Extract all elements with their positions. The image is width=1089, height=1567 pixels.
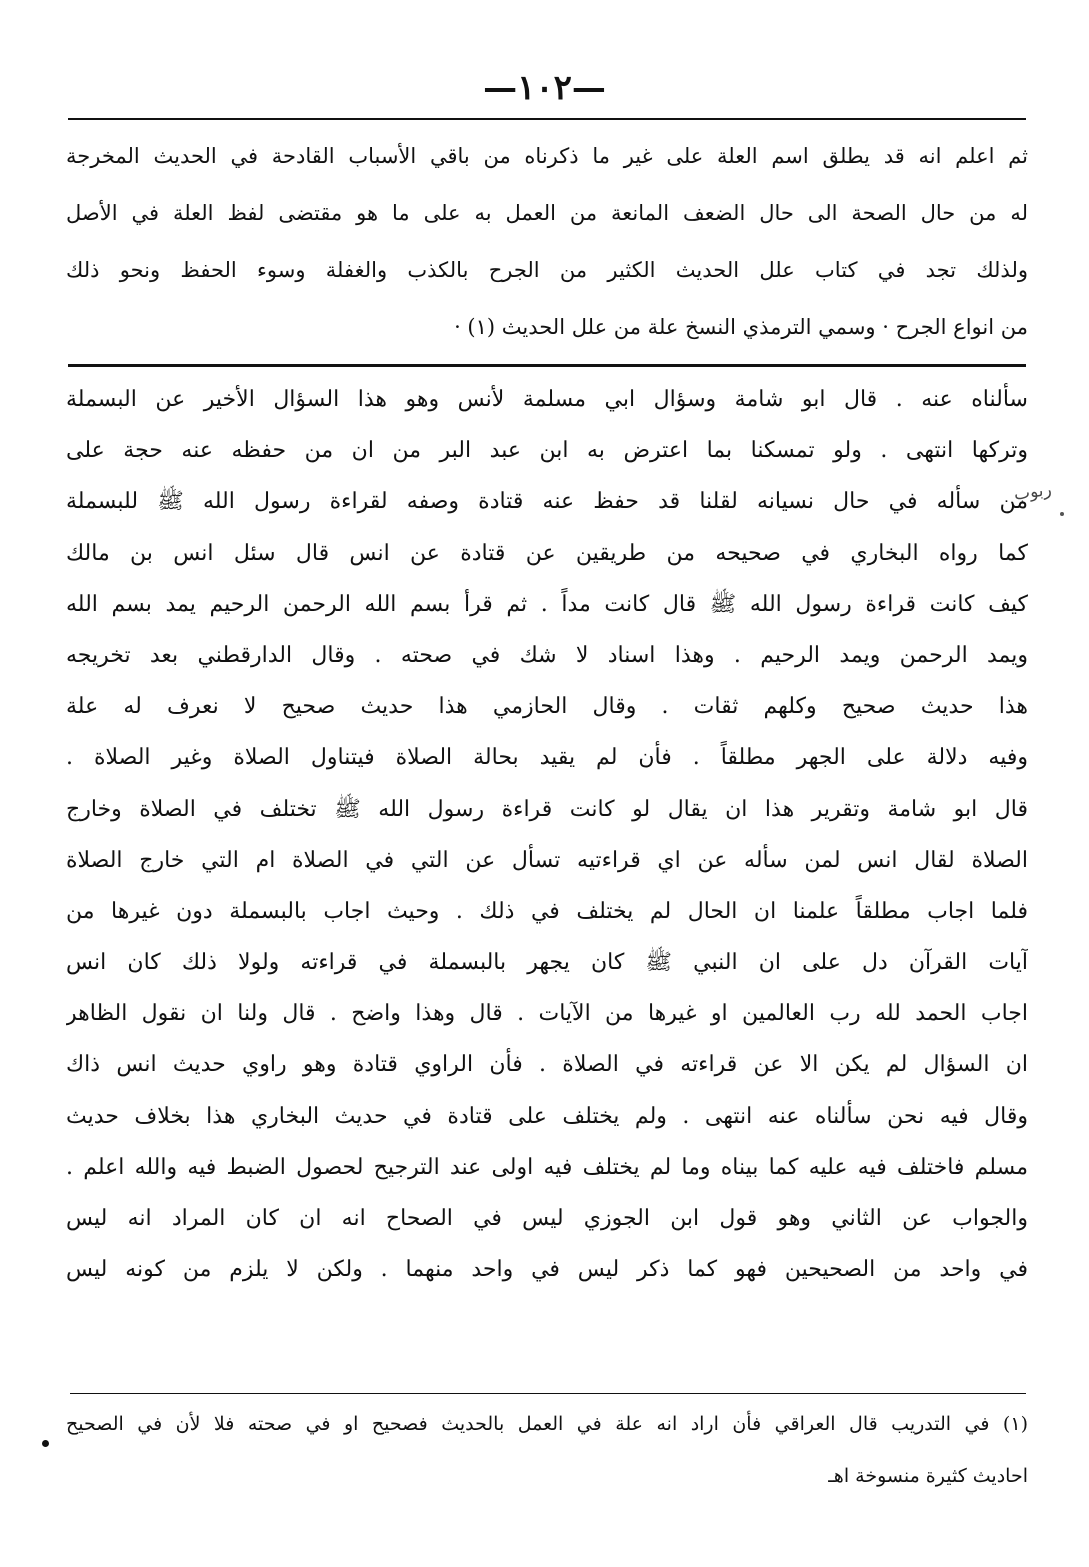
text-line: ان السؤال لم يكن الا عن قراءته في الصلاة . فأن الراوي قتادة وهو راوي حديث انس ذاك [66,1052,1028,1078]
footnote-line: (١) في التدريب قال العراقي فأن اراد انه علة في العمل بالحديث فصحيح او في صحته فلا لأن في الصحيح [66,1413,1028,1435]
section-divider [68,364,1026,367]
text-line: ويمد الرحمن ويمد الرحيم . وهذا اسناد لا شك في صحته . وقال الدارقطني بعد تخريجه [66,642,1028,668]
text-line: اجاب الحمد لله رب العالمين او غيرها من الآيات . قال وهذا واضح . قال ولنا ان نقول الظاهر [66,1001,1028,1027]
text-line: الصلاة لقال انس لمن سأله عن اي قراءتيه تسأل عن التي في الصلاة ام التي خارج الصلاة [66,847,1028,873]
text-line: والجواب عن الثاني وهو قول ابن الجوزي ليس في الصحاح انه ان كان المراد انه ليس [66,1206,1028,1231]
text-line: كيف كانت قراءة رسول الله ﷺ قال كانت مداً . ثم قرأ بسم الله الرحمن الرحيم يمد بسم الله [66,591,1028,617]
main-text [66,374,1028,1295]
ink-dot [1060,512,1064,516]
page-number: —١٠٢— [483,68,606,108]
margin-handwritten-note: ربوب [1012,479,1053,505]
text-line: هذا حديث صحيح وكلهم ثقات . وقال الحازمي هذا حديث صحيح لا نعرف له علة [66,694,1028,720]
text-line: وتركها انتهى . ولو تمسكنا بما اعترض به ابن عبد البر من ان من حفظه عنه حجة على [66,438,1028,464]
footnotes [66,1398,1028,1502]
ink-dot [42,1440,49,1447]
text-line: من انواع الجرح · وسمي الترمذي النسخ علة من علل الحديث (١) · [454,315,1028,339]
text-line: وقال فيه نحن سألناه عنه انتهى . ولم يختلف على قتادة في حديث البخاري هذا بخلاف حديث [66,1103,1028,1129]
text-line: قال ابو شامة وتقرير هذا ان يقال لو كانت قراءة رسول الله ﷺ تختلف في الصلاة وخارج [66,796,1028,822]
footnote-rule [70,1393,1026,1394]
text-line: فلما اجاب مطلقاً علمنا ان الحال لم يختلف في ذلك . وحيث اجاب بالبسملة دون غيرها من [66,898,1028,924]
text-line: ثم اعلم انه قد يطلق اسم العلة على غير ما ذكرناه من باقي الأسباب القادحة في الحديث المخرجة [66,144,1028,168]
intro-paragraph [66,128,1028,356]
footnote-line: احاديث كثيرة منسوخة اهـ [828,1465,1028,1487]
text-line: سألناه عنه . قال ابو شامة وسؤال ابي مسلمة لأنس وهو هذا السؤال الأخير عن البسملة [66,387,1028,412]
text-line: له من حال الصحة الى حال الضعف المانعة من العمل به على ما هو مقتضى لفظ العلة في الأصل [66,201,1028,225]
text-line: من سأله في حال نسيانه لقلنا قد حفظ عنه قتادة وصفه لقراءة رسول الله ﷺ للبسملة [66,489,1028,515]
header-rule [68,118,1026,120]
text-line: آيات القرآن دل على ان النبي ﷺ كان يجهر بالبسملة في قراءته ولولا ذلك كان انس [66,950,1028,976]
text-line: كما رواه البخاري في صحيحه من طريقين عن قتادة عن انس قال سئل انس بن مالك [66,540,1028,566]
text-line: في واحد من الصحيحين فهو كما ذكر ليس في واحد منهما . ولكن لا يلزم من كونه ليس [66,1257,1028,1283]
text-line: مسلم فاختلف فيه عليه كما بيناه وما لم يختلف فيه اولى عند الترجيح لحصول الضبط فيه والله اعلم . [66,1154,1028,1180]
text-line: ولذلك تجد في كتاب علل الحديث الكثير من الجرح بالكذب والغفلة وسوء الحفظ ونحو ذلك [66,258,1028,282]
text-line: وفيه دلالة على الجهر مطلقاً . فأن لم يقيد بحالة الصلاة فيتناول الصلاة وغير الصلاة . [66,745,1028,771]
